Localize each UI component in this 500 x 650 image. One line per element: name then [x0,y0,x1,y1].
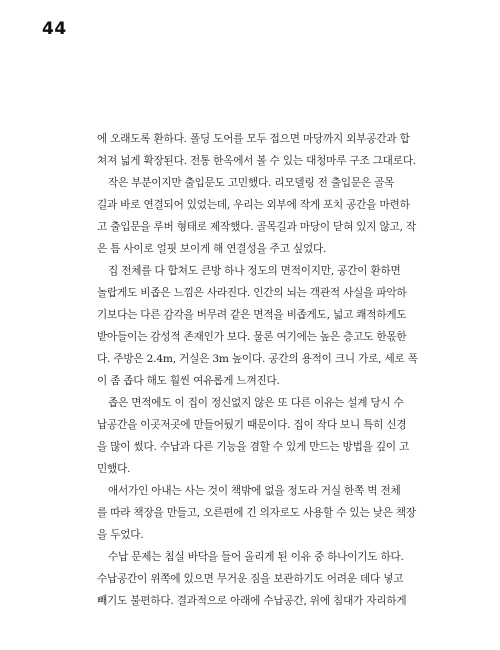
text-line: 납공간을 이곳저곳에 만들어뒀기 때문이다. 집이 작다 보니 특히 신경 [97,419,407,431]
text-line: 쳐져 넓게 확장된다. 전통 한옥에서 볼 수 있는 대청마루 구조 그대로다. [97,155,416,167]
text-line: 기보다는 다른 감각을 버무려 같은 면적을 비좁게도, 넓고 쾌적하게도 [97,309,407,321]
text-line: 다. 주방은 2.4m, 거실은 3m 높이다. 공간의 용적이 크니 가로, 세로 폭 [97,353,418,365]
text-line: 빼기도 불편하다. 결과적으로 아래에 수납공간, 위에 침대가 자리하게 [97,595,407,607]
text-line: 애서가인 아내는 사는 것이 책밖에 없을 정도라 거실 한쪽 벽 전체 [108,485,401,497]
text-line: 이 좀 좁다 해도 훨씬 여유롭게 느껴진다. [97,375,280,387]
text-line: 을 많이 썼다. 수납과 다른 기능을 겸할 수 있게 만드는 방법을 깊이 고 [97,441,410,453]
text-line: 고 출입문을 루버 형태로 제작했다. 골목길과 마당이 닫혀 있지 않고, 작 [97,221,416,233]
text-line: 놀랍게도 비좁은 느낌은 사라진다. 인간의 뇌는 객관적 사실을 파악하 [97,287,407,299]
body-text [97,128,418,612]
text-line: 을 두었다. [97,529,144,541]
text-line: 은 틈 사이로 얼핏 보이게 해 연결성을 주고 싶었다. [97,243,327,255]
text-line: 받아들이는 감성적 존재인가 보다. 물론 여기에는 높은 층고도 한몫한 [97,331,407,343]
text-line: 수납 문제는 침실 바닥을 들어 올리게 된 이유 중 하나이기도 하다. [108,551,404,563]
text-line: 좁은 면적에도 이 집이 정신없지 않은 또 다른 이유는 설계 당시 수 [108,397,404,409]
text-line: 길과 바로 연결되어 있었는데, 우리는 외부에 작게 포치 공간을 마련하 [97,199,410,211]
text-line: 작은 부분이지만 출입문도 고민했다. 리모델링 전 출입문은 골목 [108,177,395,189]
text-line: 민했다. [97,463,131,475]
page-number: 44 [42,19,67,39]
text-line: 수납공간이 위쪽에 있으면 무거운 짐을 보관하기도 어려운 데다 넣고 [97,573,404,585]
text-line: 에 오래도록 환하다. 폴딩 도어를 모두 접으면 마당까지 외부공간과 합 [97,133,410,145]
text-line: 를 따라 책장을 만들고, 오른편에 긴 의자로도 사용할 수 있는 낮은 책장 [97,507,416,519]
text-line: 집 전체를 다 합쳐도 큰방 하나 정도의 면적이지만, 공간이 환하면 [108,265,401,277]
